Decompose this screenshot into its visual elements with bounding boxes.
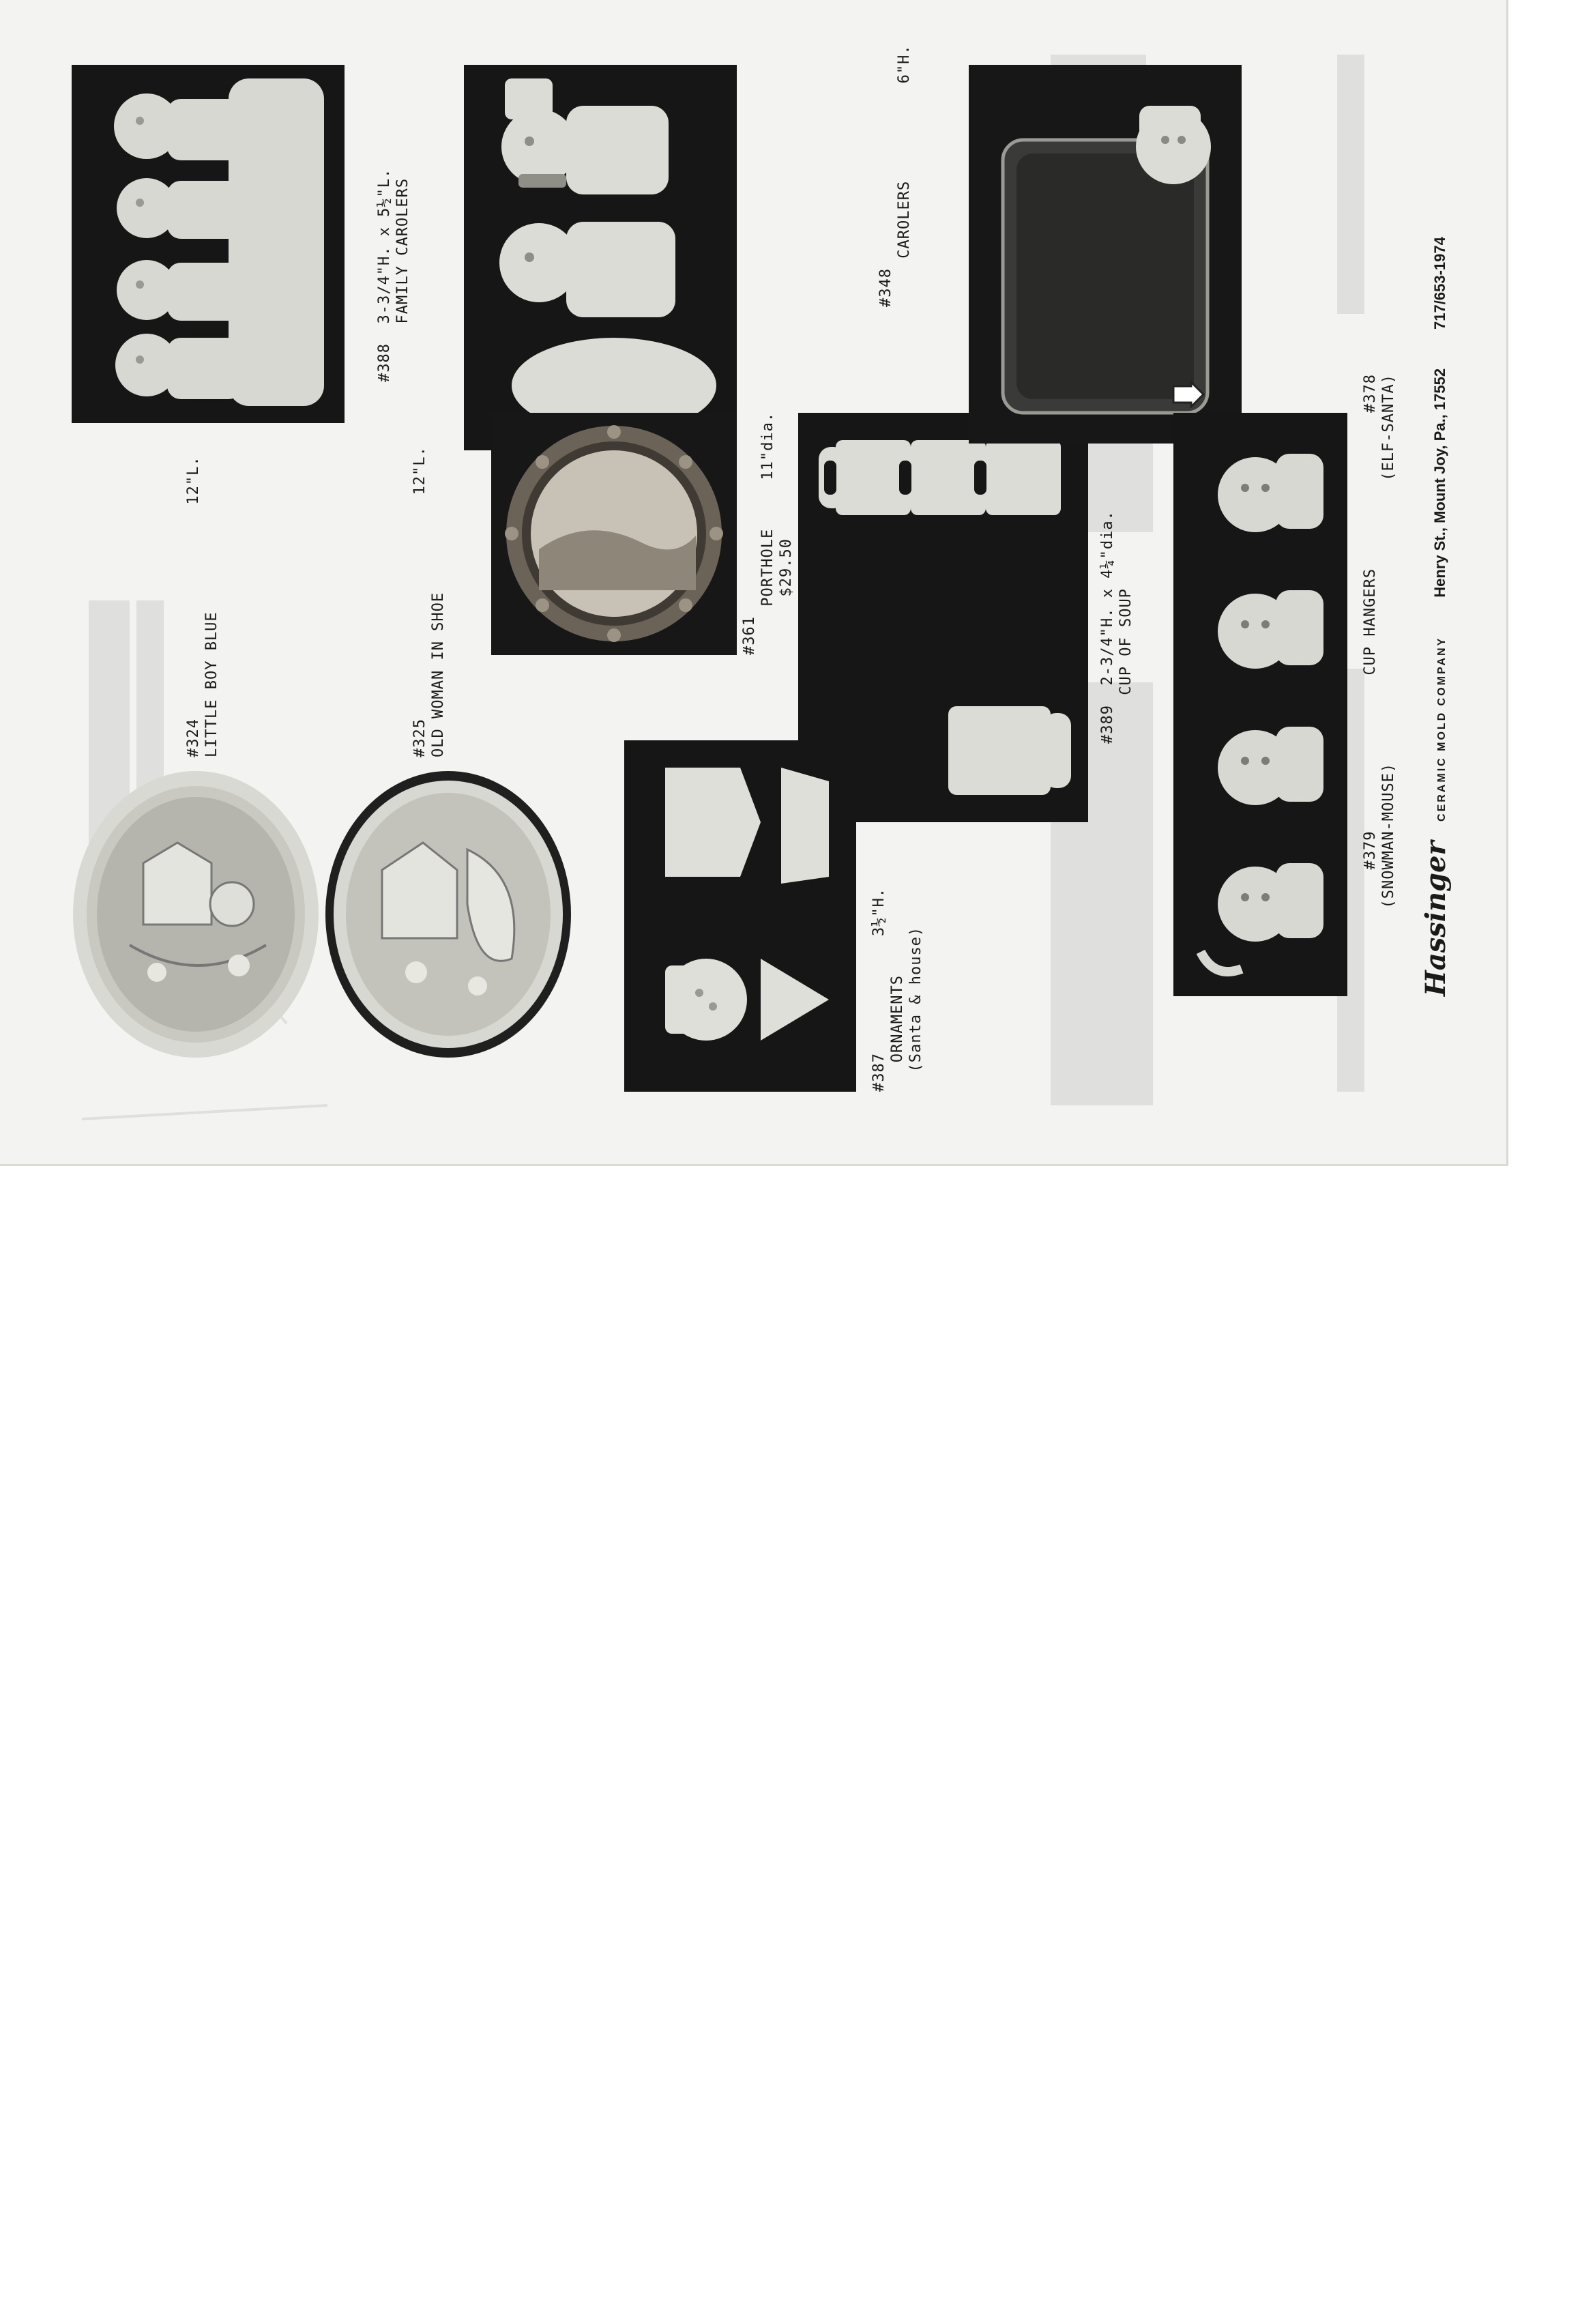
caption-324 (184, 456, 221, 757)
caption-cup-hangers (1361, 374, 1398, 928)
item-size: 3-3/4"H. x 5½"L. (376, 168, 393, 324)
catalog-page (0, 0, 1508, 1166)
item-price: $29.50 (778, 538, 795, 597)
item-name: (SNOWMAN-MOUSE) (1380, 762, 1397, 909)
footer (1422, 237, 1456, 996)
caption-388 (375, 169, 412, 382)
porthole-photo (491, 413, 737, 655)
item-name: LITTLE BOY BLUE (203, 611, 220, 757)
item-size: 2-3/4"H. x 4¼"dia. (1099, 510, 1116, 686)
caption-361 (740, 412, 795, 655)
company-name: CERAMIC MOLD COMPANY (1436, 636, 1448, 822)
item-name: CUP OF SOUP (1117, 588, 1135, 695)
brand-logo: Hassinger (1420, 841, 1452, 996)
arrow-up-icon (1165, 381, 1206, 408)
item-size: 12"L. (185, 456, 202, 505)
cup-hangers-label: CUP HANGERS (1362, 568, 1379, 676)
caption-325 (411, 446, 448, 757)
item-name: (ELF-SANTA) (1380, 374, 1397, 481)
family-carolers-photo (72, 65, 345, 423)
item-number: #379 (1362, 830, 1379, 870)
item-name: CAROLERS (896, 180, 913, 259)
company-phone: 717/653-1974 (1431, 237, 1448, 330)
item-note: (Santa & house) (907, 926, 924, 1073)
caption-348 (877, 44, 913, 307)
item-number: #387 (870, 1053, 888, 1092)
item-name: ORNAMENTS (889, 975, 906, 1063)
item-number: #324 (185, 718, 202, 757)
item-number: #348 (877, 268, 894, 307)
item-number: #388 (376, 343, 393, 382)
company-address: Henry St., Mount Joy, Pa., 17552 (1431, 368, 1448, 598)
carolers-photo (464, 65, 737, 450)
old-woman-in-shoe-plate-photo (321, 768, 576, 1061)
ornaments-photo (624, 740, 856, 1092)
item-size: 3½"H. (870, 887, 888, 937)
item-number: #378 (1362, 374, 1379, 413)
item-size: 11"dia. (759, 411, 776, 480)
caption-389 (1098, 510, 1135, 744)
item-number: #389 (1099, 705, 1116, 744)
item-number: #361 (741, 616, 758, 655)
item-number: #325 (411, 718, 428, 757)
item-name: FAMILY CAROLERS (394, 177, 411, 324)
little-boy-blue-plate-photo (68, 768, 324, 1061)
item-size: 12"L. (411, 446, 428, 495)
item-name: OLD WOMAN IN SHOE (430, 592, 447, 757)
item-size: 6"H. (896, 44, 913, 84)
item-name: PORTHOLE (759, 528, 776, 607)
cup-hangers-photo (1173, 413, 1347, 996)
caption-387 (870, 888, 925, 1092)
